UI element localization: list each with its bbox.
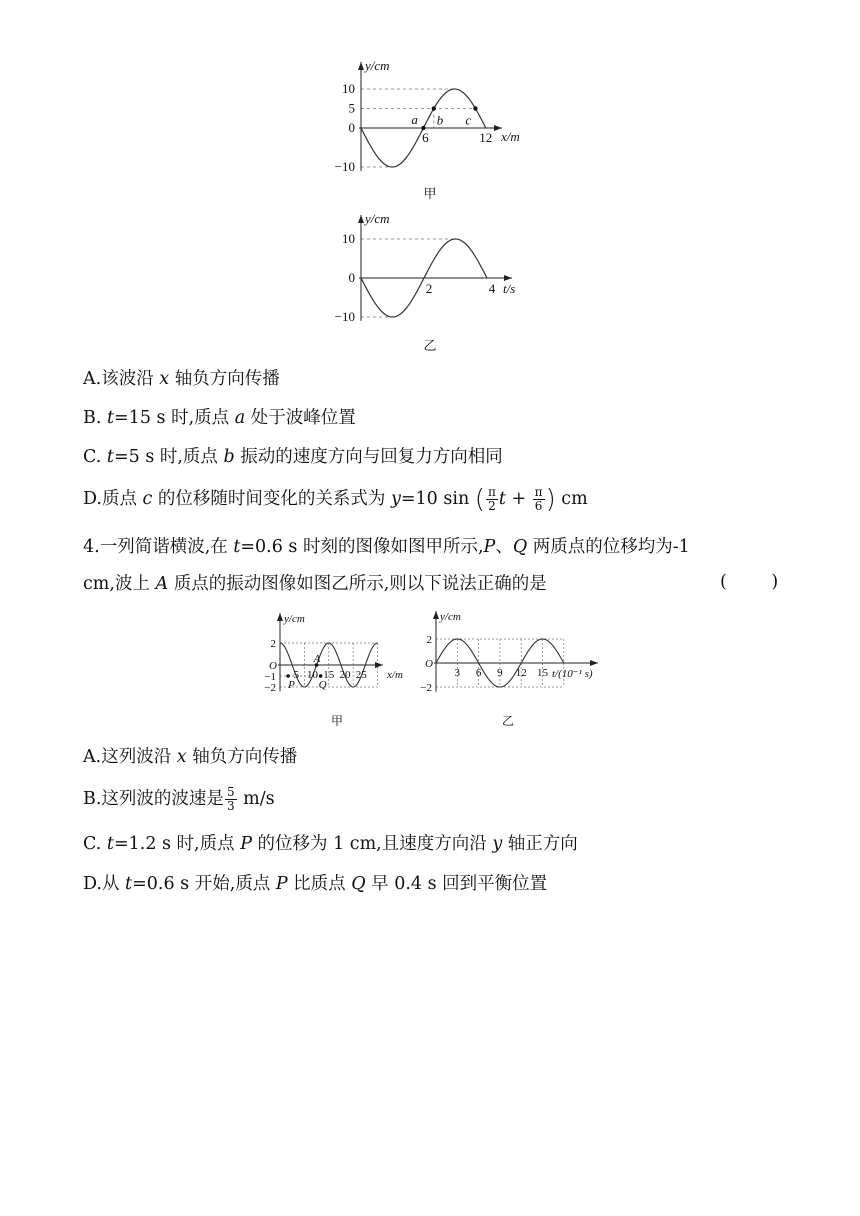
vibration-graph-yi [320,205,540,355]
y-axis-label: y/cm [365,58,390,73]
x-tick-label: 6 [422,130,429,145]
vibration-graph-yi-q4 [418,605,603,730]
x-tick-label: 15 [537,667,548,679]
y-tick-label: −1 [264,671,276,683]
x-tick-label: 9 [497,667,503,679]
q3-option-c: C. t=5 s 时,质点 b 振动的速度方向与回复力方向相同 [83,447,503,467]
point-c [473,106,477,110]
y-tick-label: 0 [348,270,355,285]
y-tick-label: −2 [420,682,432,694]
x-tick-label: 2 [425,281,433,296]
point-label: A [313,653,321,665]
origin-label: O [269,660,277,672]
point-P [286,674,290,678]
y-tick-label: 2 [270,638,276,650]
q4-stem-line2: cm,波上 A 质点的振动图像如图乙所示,则以下说法正确的是 [83,574,547,594]
answer-bracket: ( ) [720,572,779,592]
x-tick-label: 20 [339,669,351,681]
x-tick-label: 25 [355,669,367,681]
wave-graph-jia [320,48,540,208]
y-tick-label: 0 [348,120,355,135]
y-axis-arrow [433,611,439,619]
q3-option-b: B. t=15 s 时,质点 a 处于波峰位置 [83,408,356,428]
point-label: a [411,112,418,127]
x-axis-label: x/m [387,669,403,681]
x-axis-label: t/(10⁻¹ s) [552,668,593,680]
x-tick-label: 4 [488,281,496,296]
y-axis-label: y/cm [440,611,461,623]
origin-label: O [425,658,433,670]
x-axis-arrow [590,660,598,666]
x-axis-label: x/m [501,129,520,144]
q4-option-c: C. t=1.2 s 时,质点 P 的位移为 1 cm,且速度方向沿 y 轴正方向 [83,834,578,854]
x-tick-label: 10 [307,669,318,681]
point-label: b [436,112,444,128]
fraction-pi-over-6: $\frac{\pi}{6}$ [534,485,543,513]
y-tick-label: 2 [426,634,432,646]
point-label: P [288,679,295,691]
y-tick-label: −10 [334,309,355,324]
q4-option-b: B.这列波的波速是 $\frac{5}{3}$ m/s [83,785,275,813]
q4-option-a: A.这列波沿 x 轴负方向传播 [83,747,298,767]
q3-option-a: A.该波沿 x 轴负方向传播 [83,369,280,389]
x-tick-label: 12 [515,667,527,679]
y-axis-label: y/cm [365,211,390,226]
x-tick-label: 15 [323,669,335,681]
x-tick-label: 3 [454,667,461,679]
q4-option-d: D.从 t=0.6 s 开始,质点 P 比质点 Q 早 0.4 s 回到平衡位置 [83,874,548,894]
q3-option-d: D.质点 c 的位移随时间变化的关系式为 y=10 sin ( $\frac{\pi}{2}$ t + $\frac{\pi}{6}$ ) cm [83,484,588,515]
figure-caption: 甲 [330,714,344,728]
point-a [421,126,425,130]
q4-stem-line1: 4.一列简谐横波,在 t=0.6 s 时刻的图像如图甲所示,P、Q 两质点的位移均为-1 [83,537,690,557]
x-tick-label: 6 [475,667,482,679]
point-b [432,106,436,110]
y-axis-arrow [277,613,283,621]
y-tick-label: −10 [334,159,355,174]
point-Q [319,674,323,678]
x-tick-label: 5 [293,669,299,681]
x-tick-label: 12 [479,130,493,145]
figure-caption: 乙 [501,714,515,728]
y-tick-label: −2 [264,682,276,694]
point-label: Q [318,679,327,691]
x-axis-arrow [375,662,383,668]
y-axis-label: y/cm [284,613,305,625]
y-tick-label: 10 [342,81,355,96]
fraction-5-over-3: $\frac{5}{3}$ [226,785,235,813]
y-axis-arrow [358,215,364,223]
point-label: c [465,112,472,128]
wave-graph-jia-q4 [255,605,420,730]
y-tick-label: 5 [348,100,355,116]
x-axis-label: t/s [503,281,516,296]
figure-caption: 乙 [423,338,437,353]
figure-caption: 甲 [423,186,437,201]
fraction-pi-over-2: $\frac{\pi}{2}$ [487,485,496,513]
y-tick-label: 10 [342,231,355,246]
y-axis-arrow [358,62,364,70]
